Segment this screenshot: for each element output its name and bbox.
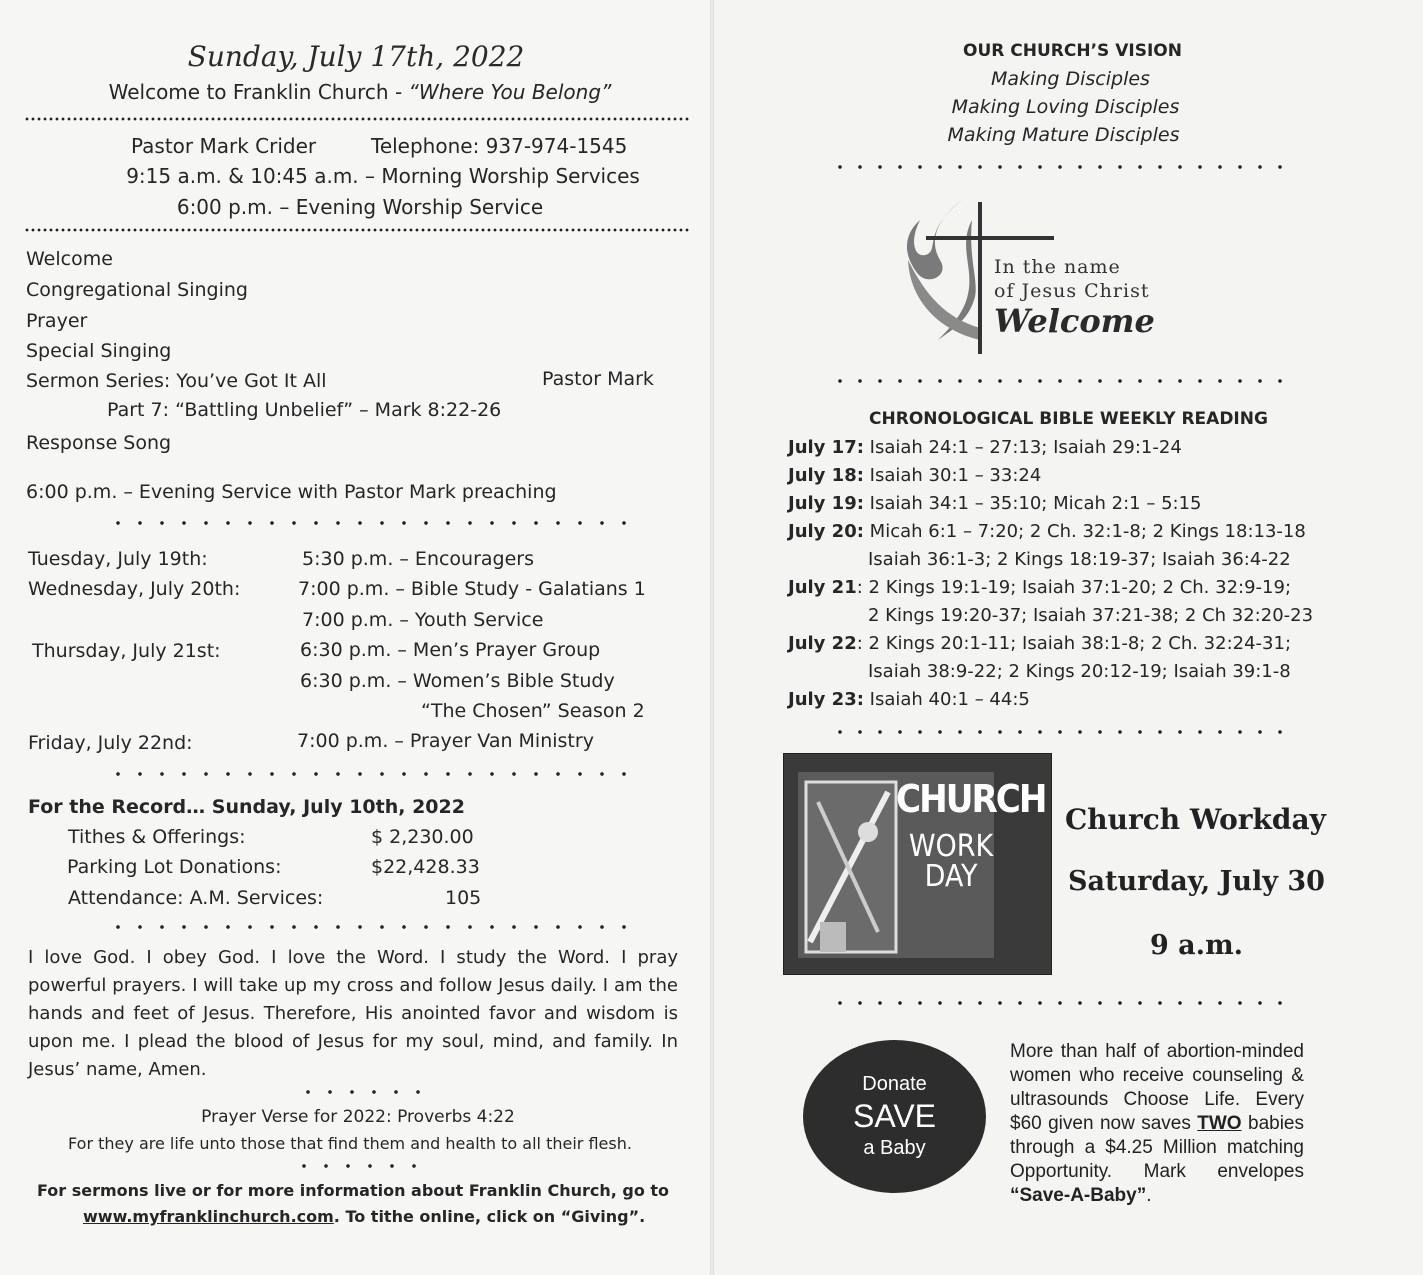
order-congregational-singing: Congregational Singing — [26, 279, 248, 301]
reading-row: July 19: Isaiah 34:1 – 35:10; Micah 2:1 – 5:15 — [788, 493, 1202, 514]
church-workday-image — [783, 753, 1052, 975]
morning-services: 9:15 a.m. & 10:45 a.m. – Morning Worship Services — [126, 164, 640, 188]
telephone: Telephone: 937-974-1545 — [371, 134, 628, 158]
order-prayer: Prayer — [26, 310, 88, 332]
welcome-line — [0, 80, 720, 104]
reading-row: July 22: 2 Kings 20:1-11; Isaiah 38:1-8; 2 Ch. 32:24-31; — [788, 633, 1292, 654]
dotted-divider — [830, 164, 1290, 170]
prayer-verse: Prayer Verse for 2022: Proverbs 4:22 — [201, 1107, 515, 1127]
tuesday-event-1: 5:30 p.m. – Encouragers — [302, 548, 535, 570]
reading-list — [788, 434, 1313, 714]
workday-image-line-3: DAY — [924, 859, 978, 894]
footer-line-2-rest: . To tithe online, click on “Giving”. — [333, 1207, 646, 1226]
dotted-divider — [24, 117, 690, 121]
pastor-name: Pastor Mark Crider — [131, 134, 317, 158]
thursday-label: Thursday, July 21st: — [32, 640, 221, 662]
parking-label: Parking Lot Donations: — [67, 856, 282, 878]
vision-heading: OUR CHURCH’S VISION — [963, 41, 1182, 61]
tuesday-label: Tuesday, July 19th: — [28, 548, 208, 570]
thursday-event-1: 6:30 p.m. – Men’s Prayer Group — [300, 639, 601, 661]
thursday-event-2: 6:30 p.m. – Women’s Bible Study — [300, 670, 615, 692]
attendance-label: Attendance: A.M. Services: — [68, 887, 324, 909]
evening-note: 6:00 p.m. – Evening Service with Pastor Mark preaching — [26, 481, 557, 503]
declaration-paragraph: I love God. I obey God. I love the Word. I study the Word. I pray powerful prayers. I will take up my cross and follow Jesus daily. I am the hands and feet of Jesus. Therefore, His anointed favor and wisdom is upon me. I plead the blood of Jesus for my soul, mind, and family. In Jesus’ name, Amen. — [28, 947, 678, 1080]
sermon-part: Part 7: “Battling Unbelief” – Mark 8:22-26 — [107, 399, 502, 421]
prayer-verse-text: For they are life unto those that find them and health to all their flesh. — [68, 1134, 632, 1153]
donate-save-a-baby-badge — [803, 1040, 986, 1193]
sermon-series: Sermon Series: You’ve Got It All — [26, 370, 327, 392]
friday-label: Friday, July 22nd: — [28, 732, 193, 754]
footer-line-2 — [83, 1207, 645, 1226]
reading-row: July 17: Isaiah 24:1 – 27:13; Isaiah 29:1-24 — [788, 437, 1182, 458]
donate-two: TWO — [1197, 1113, 1242, 1134]
reading-heading: CHRONOLOGICAL BIBLE WEEKLY READING — [869, 409, 1268, 429]
logo-line-1: In the name — [994, 256, 1121, 278]
website-link[interactable]: www.myfranklinchurch.com — [83, 1207, 334, 1226]
vision-line-2: Making Loving Disciples — [951, 96, 1180, 118]
welcome-tagline: “Where You Belong” — [408, 80, 612, 104]
evening-service: 6:00 p.m. – Evening Worship Service — [176, 195, 544, 219]
logo-line-3: Welcome — [994, 302, 1155, 340]
donate-paragraph: More than half of abortion-minded women who receive counseling & ultrasounds Choose Life. Every $60 given now saves TWO babies through a $4.25 Million matching Opportunity. Mark envelopes “Save-A-Baby”. — [1010, 1041, 1304, 1206]
donate-line-1: Donate — [862, 1073, 927, 1095]
friday-event-1: 7:00 p.m. – Prayer Van Ministry — [297, 730, 594, 752]
dotted-divider — [297, 1089, 425, 1095]
parking-value: $22,428.33 — [371, 856, 480, 878]
workday-image-line-2: WORK — [908, 829, 994, 864]
record-heading: For the Record… Sunday, July 10th, 2022 — [28, 796, 465, 818]
dotted-divider — [293, 1163, 421, 1169]
cross-and-flame-logo — [898, 190, 1228, 358]
dotted-divider — [107, 771, 627, 777]
tithes-value: $ 2,230.00 — [371, 826, 474, 848]
reading-row: July 18: Isaiah 30:1 – 33:24 — [788, 465, 1042, 486]
dotted-divider — [24, 228, 690, 232]
attendance-value: 105 — [445, 887, 482, 909]
response-song: Response Song — [26, 432, 172, 454]
workday-date: Saturday, July 30 — [1068, 866, 1325, 897]
thursday-event-2-detail: “The Chosen” Season 2 — [421, 700, 645, 722]
order-special-singing: Special Singing — [26, 340, 172, 362]
reading-row: July 21: 2 Kings 19:1-19; Isaiah 37:1-20; 2 Ch. 32:9-19; — [788, 577, 1292, 598]
dotted-divider — [830, 378, 1290, 384]
wednesday-event-1: 7:00 p.m. – Bible Study - Galatians 1 — [298, 578, 646, 600]
reading-row: July 20: Micah 6:1 – 7:20; 2 Ch. 32:1-8; 2 Kings 18:13-18 — [788, 521, 1306, 542]
workday-title: Church Workday — [1065, 803, 1326, 836]
logo-line-2: of Jesus Christ — [994, 280, 1150, 302]
dotted-divider — [107, 520, 627, 526]
dotted-divider — [107, 924, 627, 930]
vision-line-1: Making Disciples — [991, 68, 1150, 90]
order-welcome: Welcome — [26, 248, 113, 270]
donate-line-2: SAVE — [853, 1098, 936, 1134]
wednesday-label: Wednesday, July 20th: — [28, 578, 241, 600]
reading-row-cont: 2 Kings 19:20-37; Isaiah 37:21-38; 2 Ch 32:20-23 — [868, 605, 1314, 626]
page-fold — [710, 0, 714, 1275]
vision-line-3: Making Mature Disciples — [947, 124, 1180, 146]
wednesday-event-2: 7:00 p.m. – Youth Service — [302, 609, 544, 631]
reading-row: July 23: Isaiah 40:1 – 44:5 — [788, 689, 1030, 710]
workday-image-line-1: CHURCH — [896, 777, 1046, 821]
tithes-label: Tithes & Offerings: — [68, 826, 246, 848]
footer-line-1: For sermons live or for more information about Franklin Church, go to — [36, 1181, 670, 1200]
sermon-speaker: Pastor Mark — [542, 368, 654, 390]
welcome-prefix: Welcome to Franklin Church - — [108, 80, 409, 104]
workday-image-text — [896, 777, 1046, 894]
bulletin-date: Sunday, July 17th, 2022 — [187, 40, 525, 73]
reading-row-cont: Isaiah 36:1-3; 2 Kings 18:19-37; Isaiah 36:4-22 — [868, 549, 1291, 570]
donate-envelope-label: “Save-A-Baby” — [1010, 1185, 1147, 1206]
workday-time: 9 a.m. — [1150, 930, 1244, 961]
donate-line-3: a Baby — [863, 1137, 926, 1159]
reading-row-cont: Isaiah 38:9-22; 2 Kings 20:12-19; Isaiah 39:1-8 — [868, 661, 1291, 682]
dotted-divider — [830, 729, 1290, 735]
dotted-divider — [830, 1000, 1290, 1006]
